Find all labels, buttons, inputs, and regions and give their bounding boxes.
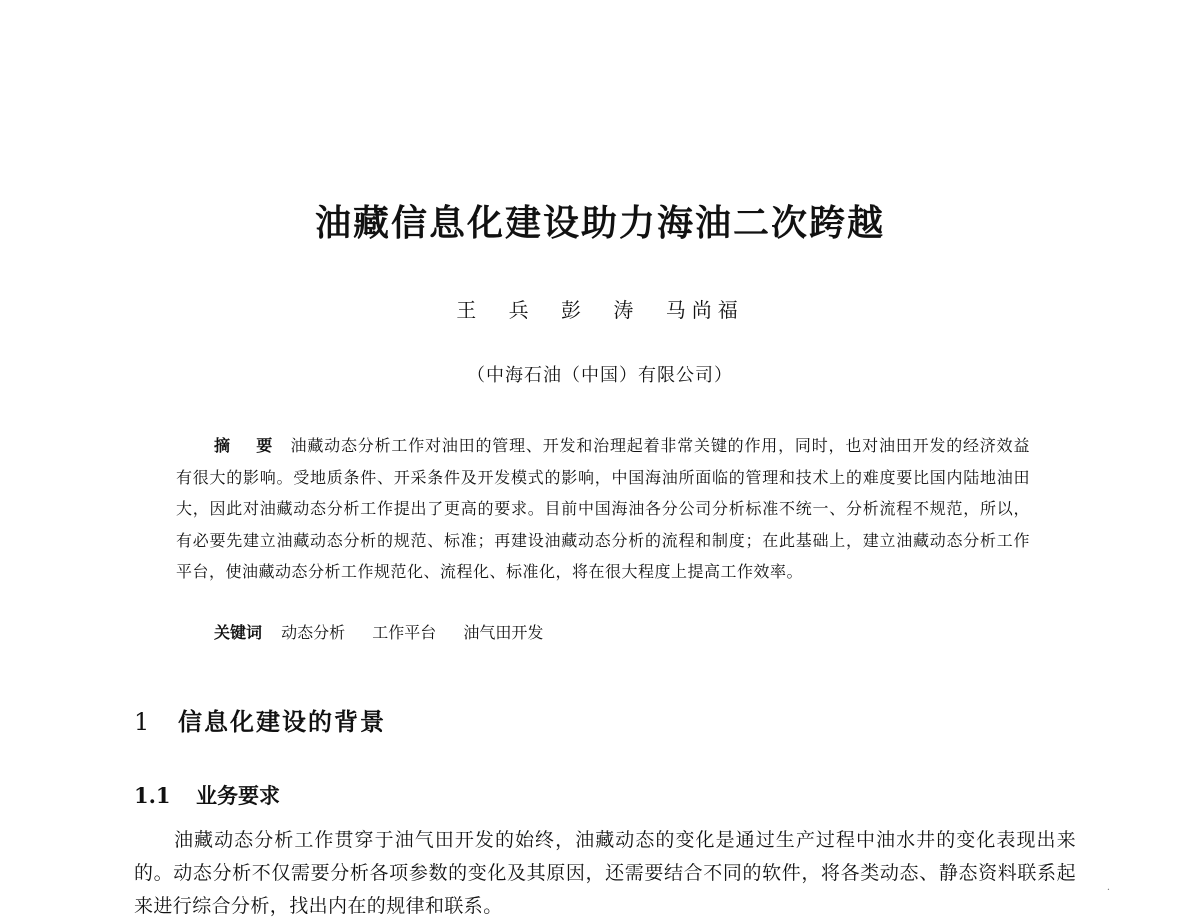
keyword: 动态分析 — [281, 623, 346, 642]
author-affiliation: （中海石油（中国）有限公司） — [467, 365, 733, 386]
scan-edge-mark: · — [1106, 885, 1110, 896]
subsection-number: 1.1 — [134, 783, 171, 808]
author-list — [0, 292, 1200, 328]
section-title: 信息化建设的背景 — [178, 707, 386, 736]
subsection-title: 业务要求 — [196, 784, 280, 808]
body-paragraph: 油藏动态分析工作贯穿于油气田开发的始终，油藏动态的变化是通过生产过程中油水井的变化表现出来的。动态分析不仅需要分析各项参数的变化及其原因，还需要结合不同的软件，将各类动态、静态资料联系起来进行综合分析，找出内在的规律和联系。 — [134, 829, 1076, 917]
author-name: 彭 涛 — [561, 298, 640, 322]
section-number: 1 — [134, 708, 152, 736]
keywords-label: 关键词 — [214, 623, 263, 642]
author-name: 马尚福 — [665, 298, 744, 322]
abstract-text: 油藏动态分析工作对油田的管理、开发和治理起着非常关键的作用，同时，也对油田开发的经济效益有很大的影响。受地质条件、开采条件及开发模式的影响，中国海油所面临的管理和技术上的难度要比国内陆地油田大，因此对油藏动态分析工作提出了更高的要求。目前中国海油各分公司分析标准不统一、分析流程不规范，所以，有必要先建立油藏动态分析的规范、标准；再建设油藏动态分析的流程和制度；在此基础上，建立油藏动态分析工作平台，使油藏动态分析工作规范化、流程化、标准化，将在很大程度上提高工作效率。 — [176, 436, 1030, 581]
author-name: 王 兵 — [456, 298, 535, 322]
keyword: 油气田开发 — [463, 623, 544, 642]
keyword: 工作平台 — [372, 623, 437, 642]
abstract-label: 摘 要 — [214, 436, 283, 455]
paper-title: 油藏信息化建设助力海油二次跨越 — [314, 203, 885, 244]
subsection-heading — [134, 776, 280, 816]
abstract-block — [176, 430, 1030, 588]
keywords-line — [214, 618, 565, 648]
section-heading — [134, 700, 386, 744]
